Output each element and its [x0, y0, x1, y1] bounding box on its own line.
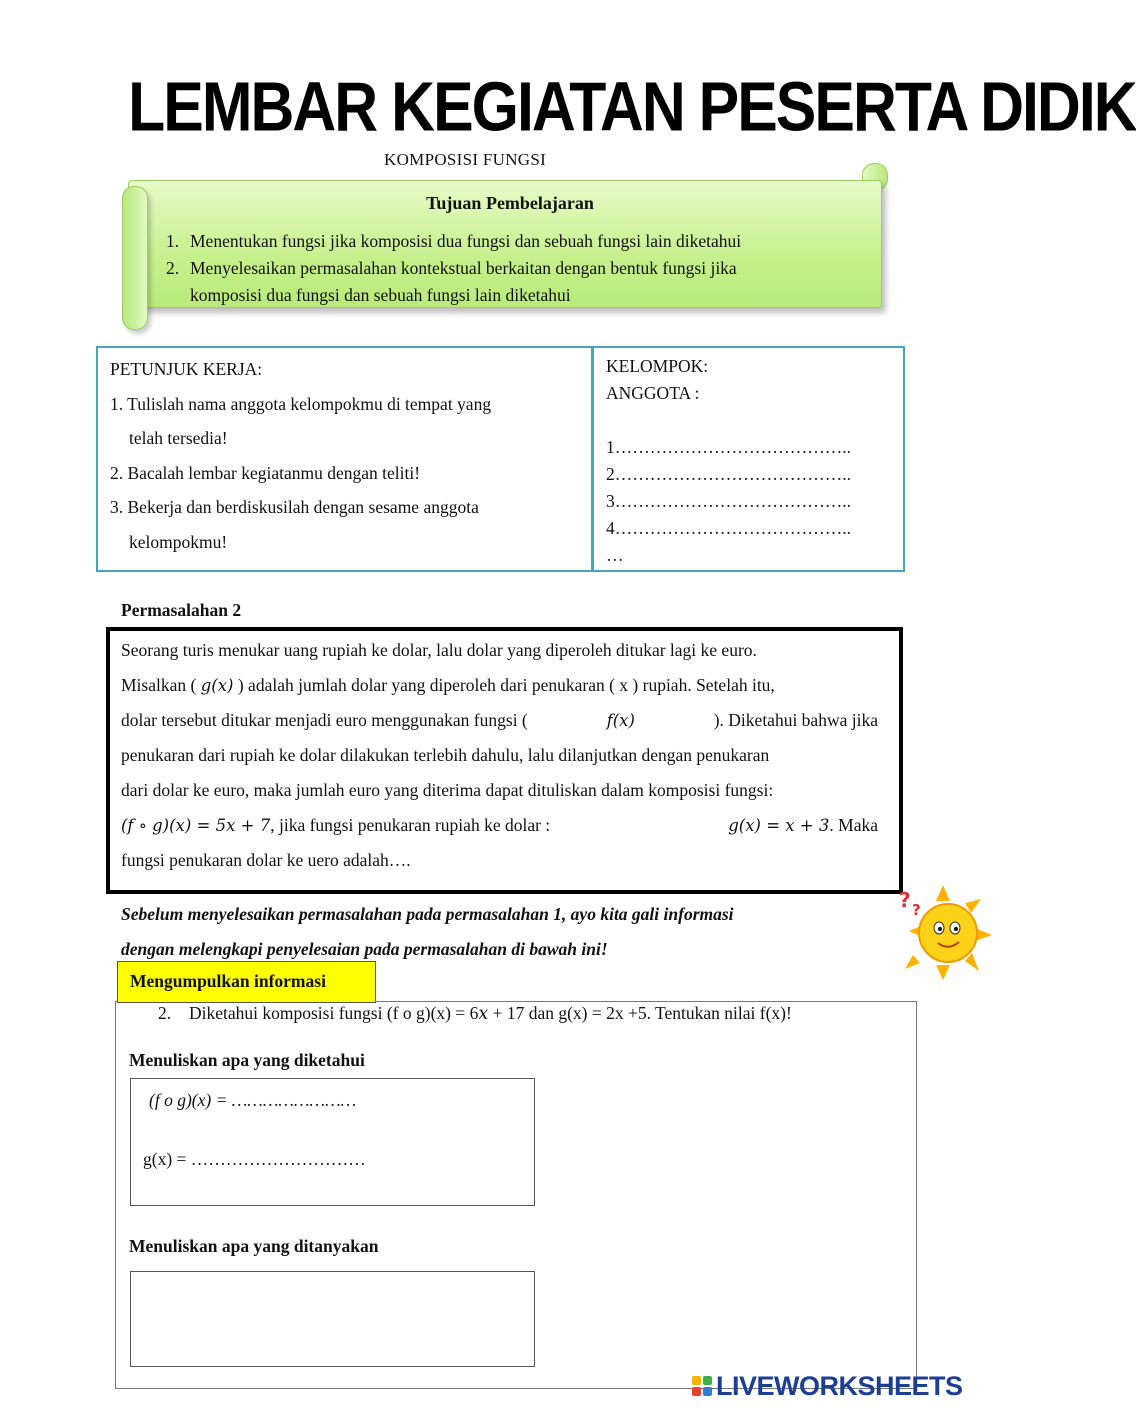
known-line-composition[interactable]: (f o g)(x) = …………………… [149, 1090, 357, 1110]
group-panel [606, 353, 851, 569]
liveworksheets-logo-icon [692, 1376, 712, 1396]
member-line[interactable]: 1………………………………….. [606, 437, 851, 457]
members-label: ANGGOTA : [606, 383, 700, 403]
objective-item: 2. Menyelesaikan permasalahan kontekstual berkaitan dengan bentuk fungsi jika [166, 258, 737, 278]
instructions-panel [110, 352, 580, 559]
objectives-title: Tujuan Pembelajaran [426, 193, 594, 213]
objective-item-continuation: komposisi dua fungsi dan sebuah fungsi lain diketahui [190, 285, 571, 305]
work-box-divider [591, 346, 594, 572]
math-g-x: 𝑔(𝑥) [200, 676, 234, 695]
group-label: KELOMPOK: [606, 356, 709, 376]
member-line[interactable]: … [606, 545, 624, 565]
math-g-equation: 𝑔(𝑥) = 𝑥 + 3 [728, 816, 830, 835]
member-line[interactable]: 3………………………………….. [606, 491, 851, 511]
liveworksheets-logo: LIVEWORKSHEETS [692, 1371, 963, 1401]
math-composition: (𝑓 ∘ 𝑔)(𝑥) = 5𝑥 + 7 [121, 816, 271, 835]
instruction-step: 2. Bacalah lembar kegiatanmu dengan teliti! [110, 462, 421, 483]
info-tag: Mengumpulkan informasi [117, 961, 376, 1003]
instruction-step: 1. Tulislah nama anggota kelompokmu di tempat yang [110, 393, 492, 414]
svg-text:?: ? [912, 901, 921, 919]
thinking-sun-icon [893, 885, 993, 980]
worksheet-title: LEMBAR KEGIATAN PESERTA DIDIK [128, 69, 1136, 147]
known-line-g[interactable]: g(x) = ………………………… [143, 1149, 366, 1169]
asked-heading: Menuliskan apa yang ditanyakan [129, 1236, 379, 1256]
instruction-step-cont: telah tersedia! [129, 428, 228, 448]
svg-text:?: ? [899, 888, 911, 912]
objective-item: 1. Menentukan fungsi jika komposisi dua fungsi dan sebuah fungsi lain diketahui [166, 231, 742, 251]
problem-text: Seorang turis menukar uang rupiah ke dolar, lalu dolar yang diperoleh ditukar lagi ke euro. Misalkan ( 𝑔(𝑥) ) adalah jumlah dolar yang diperoleh dari penukaran ( x ) rupiah. Setelah itu, dolar tersebut ditukar menjadi euro menggunakan fungsi ( 𝑓(𝑥) ). Diketahui bahwa jika penukaran dari rupiah ke dolar dilakukan terlebih dahulu, lalu dilanjutkan dengan penukaran dari dolar ke euro, maka jumlah euro yang diterima dapat dituliskan dalam komposisi fungsi: (𝑓 ∘ 𝑔)(𝑥) = 5𝑥 + 7, jika fungsi penukaran rupiah ke dolar : 𝑔(𝑥) = 𝑥 + 3. Maka fungsi penukaran dolar ke uero adalah…. [121, 640, 878, 870]
objectives-list [166, 228, 741, 309]
worksheet-subtitle: KOMPOSISI FUNGSI [384, 150, 547, 169]
math-f-x: 𝑓(𝑥) [606, 711, 635, 730]
asked-answer-box[interactable] [130, 1271, 535, 1367]
intro-instruction: Sebelum menyelesaikan permasalahan pada permasalahan 1, ayo kita gali informasi dengan melengkapi penyelesaian pada permasalahan di bawah ini! [121, 904, 734, 959]
question-2: 2. Diketahui komposisi fungsi (f o g)(x) = 6𝑥 + 17 dan g(x) = 2x +5. Tentukan nilai f(x)! [158, 1003, 792, 1023]
member-line[interactable]: 4………………………………….. [606, 518, 851, 538]
known-heading: Menuliskan apa yang diketahui [129, 1050, 365, 1070]
instruction-step-cont: kelompokmu! [129, 531, 228, 552]
problem-label: Permasalahan 2 [121, 600, 242, 620]
known-answer-box[interactable] [130, 1078, 535, 1206]
instructions-heading: PETUNJUK KERJA: [110, 359, 263, 379]
member-line[interactable]: 2………………………………….. [606, 464, 851, 484]
instruction-step: 3. Bekerja dan berdiskusilah dengan sesame anggota [110, 497, 479, 517]
